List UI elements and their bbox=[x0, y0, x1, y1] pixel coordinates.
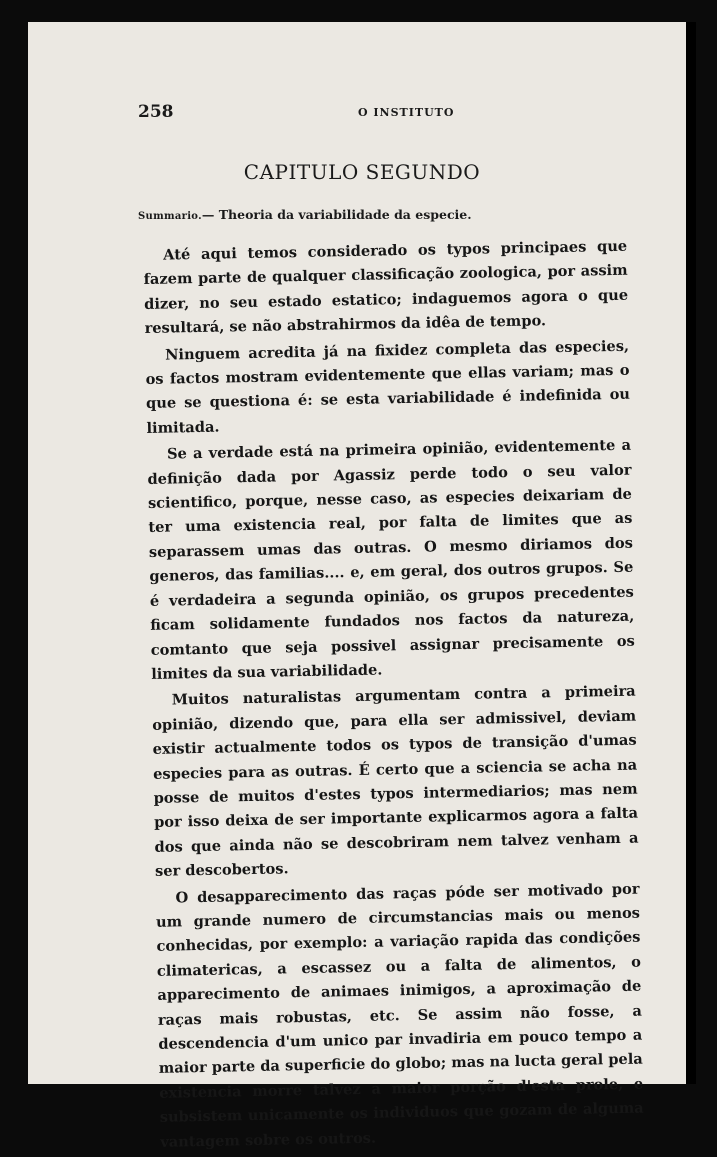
paragraph: Ninguem acredita já na fixidez completa das especies, os factos mostram evidentemente que ellas variam; mas o que se questiona é: se esta variabilidade é indefinida ou limitada. bbox=[145, 337, 631, 437]
summary-text: — Theoria da variabilidade da especie. bbox=[201, 207, 472, 222]
running-title: O INSTITUTO bbox=[358, 106, 455, 119]
summary-label: Summario. bbox=[138, 211, 202, 222]
paragraph: Até aqui temos considerado os typos principaes que fazem parte de qualquer classificação zoologica, por assim dizer, no seu estado estatico; indaguemos agora o que resultará, se não abstrahirmos da idêa de tempo. bbox=[143, 237, 629, 338]
book-page bbox=[28, 22, 696, 1151]
chapter-summary bbox=[138, 207, 618, 222]
paragraph: O desapparecimento das raças póde ser motivado por um grande numero de circumstancias mais ou menos conhecidas, por exemplo: a variação rapida das condições climatericas, a escassez ou a falta de alimentos, o apparecimento de animaes inimigos, a aproximação de raças mais robustas, etc. Se assim não fosse, a descendencia d'um unico par invadiria em pouco tempo a maior parte da superficie do globo; mas na lucta geral pela existencia morre talvez a maior porção d'esta prole, e subsistem unicamente os individuos que gozam de alguma vantagem sobre os outros. bbox=[155, 880, 644, 1151]
paragraph: Se a verdade está na primeira opinião, evidentemente a definição dada por Agassiz perde todo o seu valor scientifico, porque, nesse caso, as especies deixariam de ter uma existencia real, por falta de limites que as separassem umas das outras. O mesmo diriamos dos generos, das familias.... e, em geral, dos outros grupos. Se é verdadeira a segunda opinião, os grupos precedentes ficam solidamente fundados nos factos da natureza, comtanto que seja possivel assignar precisamente os limites da sua variabilidade. bbox=[147, 436, 635, 683]
body-text bbox=[143, 235, 644, 1157]
scan-border bbox=[686, 22, 696, 1084]
chapter-title: CAPITULO SEGUNDO bbox=[243, 160, 481, 184]
page-number: 258 bbox=[138, 102, 174, 122]
page-header bbox=[138, 102, 638, 126]
paragraph: Muitos naturalistas argumentam contra a primeira opinião, dizendo que, para ella ser admissivel, deviam existir actualmente todos os typos de transição d'umas especies para as outras. É certo que a sciencia se acha na posse de muitos d'estes typos intermediarios; mas nem por isso deixa de ser importante explicarmos agora a falta dos que ainda não se descobriram nem talvez venham a ser descobertos. bbox=[152, 682, 639, 881]
